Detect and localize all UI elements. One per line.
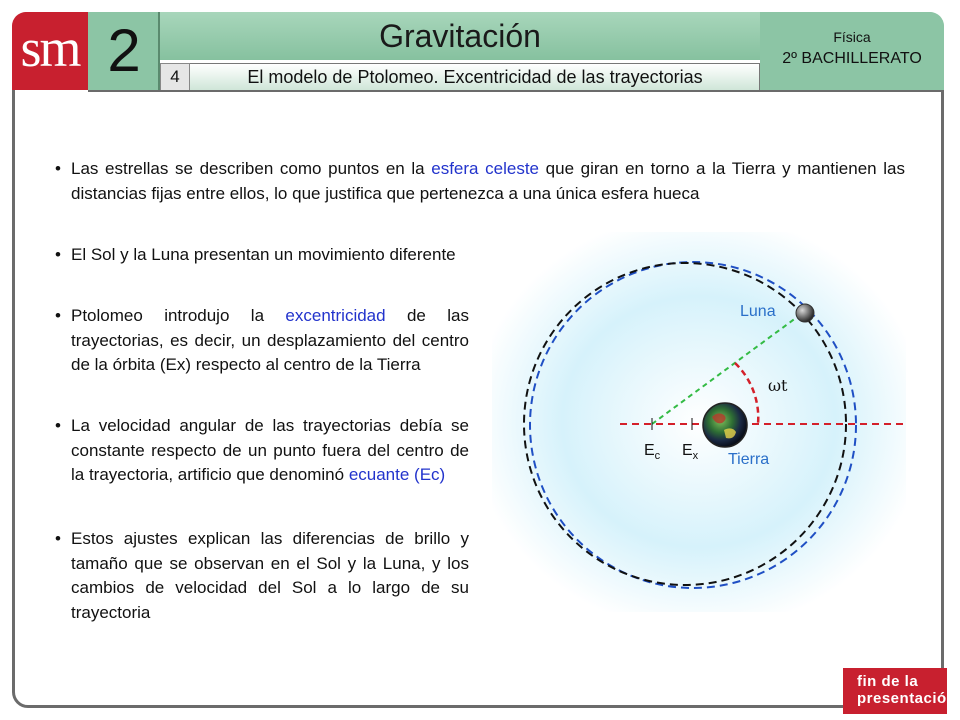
header-divider <box>88 90 944 92</box>
earth-icon <box>703 403 747 447</box>
diagram-background <box>492 232 906 612</box>
highlight-term: esfera celeste <box>431 159 540 178</box>
text-segment: Ptolomeo introdujo la <box>71 306 286 325</box>
diagram-svg <box>492 232 906 612</box>
sm-logo <box>12 12 88 90</box>
page-title: Gravitación <box>379 18 541 54</box>
ex-letter: E <box>682 442 693 459</box>
text-segment: de las trayectorias, es decir, un desplazamiento del centro de la órbita (Ex) respecto al centro de la Tierra <box>71 306 469 374</box>
bullet-icon: • <box>55 529 61 548</box>
bullet-icon: • <box>55 245 61 264</box>
text-segment: Estos ajustes explican las diferencias de brillo y tamaño que se observan en el Sol y la Luna, y los cambios de velocidad del Sol a lo largo de su trayectoria <box>71 529 469 622</box>
bullet-icon: • <box>55 306 61 325</box>
highlight-term: excentricidad <box>285 306 386 325</box>
highlight-term: ecuante (Ec) <box>348 465 446 484</box>
ex-subscript: x <box>692 450 699 463</box>
bullet-paragraph-equant <box>55 414 469 488</box>
bullet-icon: • <box>55 159 61 178</box>
bullet-paragraph-sun-moon <box>55 243 469 268</box>
earth-label: Tierra <box>728 451 770 468</box>
text-segment: La velocidad angular de las trayectorias debía se constante respecto de un punto fuera del centro de la trayectoria, artificio que denominó <box>71 416 469 484</box>
end-presentation-button[interactable] <box>843 668 957 714</box>
bullet-paragraph-adjustments <box>55 527 469 625</box>
ec-label <box>644 442 660 462</box>
end-button-line2: presentación <box>857 690 957 707</box>
bullet-icon: • <box>55 416 61 435</box>
ec-letter: E <box>644 442 655 459</box>
text-segment: que giran en torno a la Tierra y mantienen las distancias fijas entre ellos, lo que justifica que pertenezca a una única esfera hueca <box>71 159 905 203</box>
ptolemy-diagram <box>492 232 906 612</box>
chapter-number: 2 <box>107 17 141 84</box>
ex-label <box>682 442 698 462</box>
course-label: 2º BACHILLERATO <box>782 50 922 67</box>
section-number: 4 <box>160 63 190 91</box>
end-button-line1: fin de la <box>857 673 919 690</box>
text-segment: Las estrellas se describen como puntos en la <box>71 159 432 178</box>
ec-subscript: c <box>654 450 661 463</box>
moon-label: Luna <box>740 303 776 320</box>
bullet-paragraph-eccentricity <box>55 304 469 378</box>
moon-icon <box>796 304 814 322</box>
bullet-paragraph-stars <box>55 157 905 206</box>
text-segment: El Sol y la Luna presentan un movimiento diferente <box>71 245 456 264</box>
section-subtitle: El modelo de Ptolomeo. Excentricidad de las trayectorias <box>247 67 703 87</box>
angle-label: ωt <box>768 376 788 395</box>
subject-label: Física <box>833 29 871 45</box>
logo-text: sm <box>20 18 80 78</box>
